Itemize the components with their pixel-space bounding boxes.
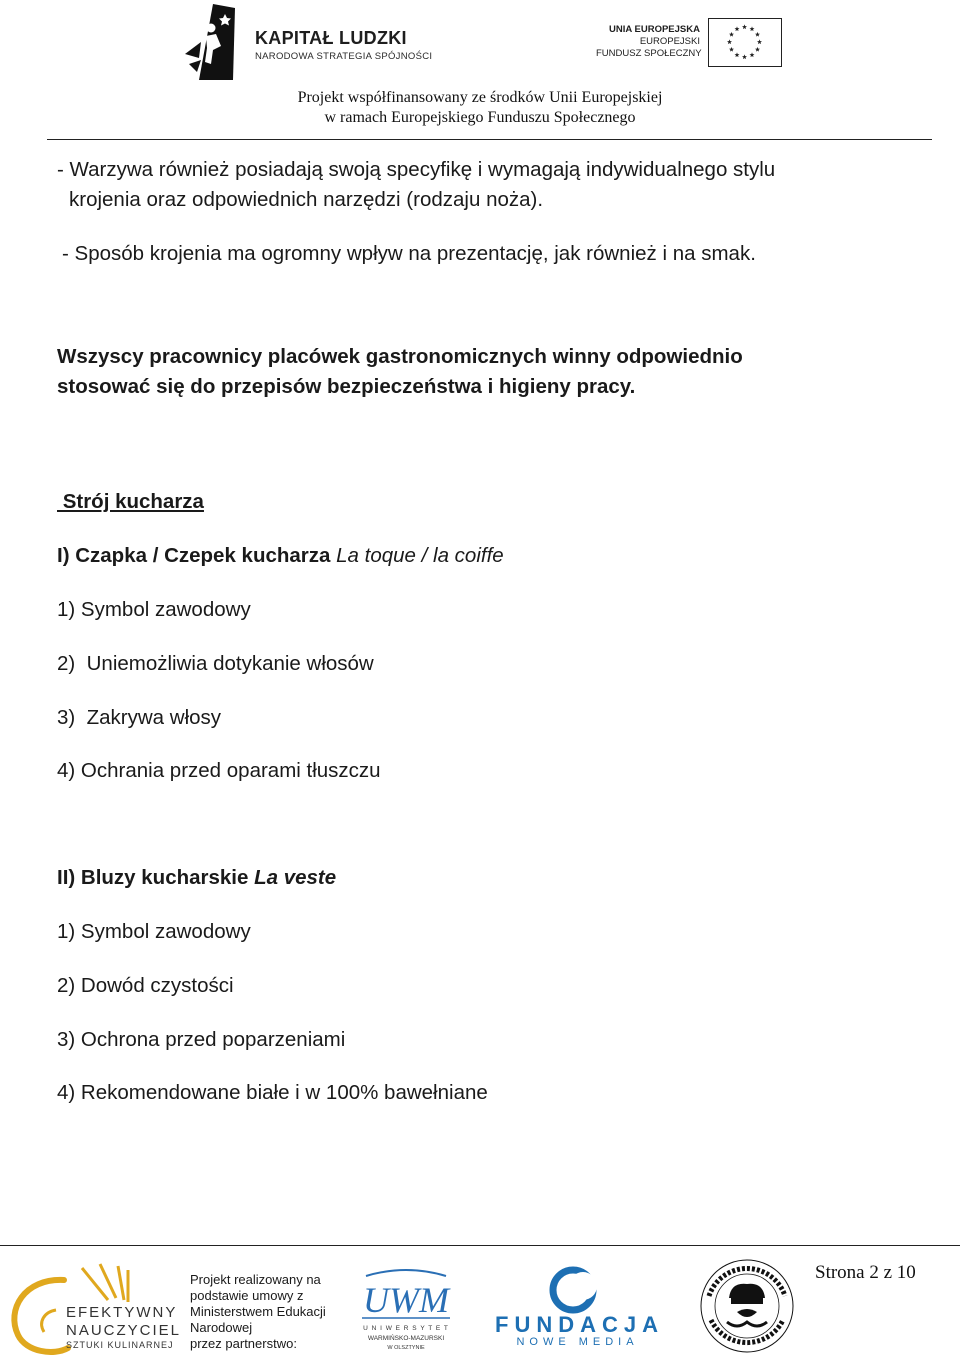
eu-star — [742, 54, 747, 59]
eu-star — [757, 39, 762, 44]
cap-heading-label: I) Czapka / Czepek kucharza — [57, 544, 337, 567]
footer-project-note — [190, 1272, 326, 1352]
eu-star — [750, 26, 755, 31]
jacket-heading-foreign: La veste — [254, 866, 337, 889]
header-caption-line1: Projekt współfinansowany ze środków Unii Europejskiej — [297, 89, 663, 106]
efektywny-line3: SZTUKI KULINARNEJ — [66, 1340, 174, 1350]
kapital-ludzki-emblem-icon — [183, 2, 245, 82]
jacket-item: 2) Dowód czystości — [57, 974, 234, 997]
cap-item: 2) Uniemożliwia dotykanie włosów — [57, 652, 374, 675]
footer-note-line: Ministerstwem Edukacji — [190, 1304, 326, 1319]
eu-star — [742, 24, 747, 29]
jacket-item: 3) Ochrona przed poparzeniami — [57, 1028, 346, 1051]
eu-star — [729, 32, 734, 37]
cap-item: 4) Ochrania przed oparami tłuszczu — [57, 759, 381, 782]
cap-item: 3) Zakrywa włosy — [57, 706, 222, 729]
eu-star — [755, 47, 760, 52]
uwm-logo — [358, 1260, 454, 1355]
eu-star — [750, 52, 755, 57]
kapital-ludzki-logo — [183, 2, 433, 82]
cap-heading-foreign: La toque / la coiffe — [336, 544, 504, 567]
efektywny-line2: NAUCZYCIEL — [66, 1322, 182, 1339]
jacket-heading-label: II) Bluzy kucharskie — [57, 866, 255, 889]
eu-star — [735, 26, 740, 31]
uwm-emblem-icon — [358, 1260, 454, 1322]
header-caption-line2: w ramach Europejskiego Funduszu Społecznego — [324, 109, 636, 126]
footer-divider — [0, 1245, 960, 1246]
paragraph-safety-line2: stosować się do przepisów bezpieczeństwa i higieny pracy. — [57, 375, 636, 398]
jacket-item: 4) Rekomendowane białe i w 100% bawełniane — [57, 1081, 488, 1104]
jacket-heading — [57, 863, 336, 893]
section-title: Strój kucharza — [57, 490, 204, 513]
kapital-ludzki-subtitle: NARODOWA STRATEGIA SPÓJNOŚCI — [255, 51, 433, 62]
uwm-line1: U N I W E R S Y T E T — [363, 1325, 449, 1332]
uwm-line3: W OLSZTYNIE — [387, 1345, 425, 1351]
fundacja-swoosh-icon — [495, 1264, 665, 1314]
page-number: Strona 2 z 10 — [815, 1262, 916, 1283]
eu-star — [727, 39, 732, 44]
eu-label-line2: EUROPEJSKI — [639, 36, 700, 47]
paragraph-cutting-style: - Sposób krojenia ma ogromny wpływ na prezentację, jak również i na smak. — [62, 242, 756, 265]
fundacja-nowe-media-logo — [495, 1264, 665, 1354]
eu-label-line3: FUNDUSZ SPOŁECZNY — [596, 48, 702, 59]
cap-item: 1) Symbol zawodowy — [57, 598, 251, 621]
uwm-line2: WARMIŃSKO-MAZURSKI — [367, 1335, 445, 1342]
eu-stars-icon — [709, 19, 780, 65]
eu-star — [729, 47, 734, 52]
footer-note-line: przez partnerstwo: — [190, 1336, 297, 1351]
eu-label-line1: UNIA EUROPEJSKA — [609, 24, 700, 35]
kapital-ludzki-title: KAPITAŁ LUDZKI — [255, 28, 407, 48]
footer-note-line: Narodowej — [190, 1320, 253, 1335]
eu-star — [755, 32, 760, 37]
header-divider — [47, 139, 932, 140]
cap-heading — [57, 541, 504, 571]
svg-text:UWM: UWM — [363, 1280, 449, 1320]
paragraph-safety-line1: Wszyscy pracownicy placówek gastronomicznych winny odpowiednio — [57, 345, 743, 368]
fundacja-line2: NOWE MEDIA — [516, 1336, 639, 1348]
fundacja-line1: FUNDACJA — [495, 1312, 664, 1337]
chef-seal-icon — [697, 1256, 797, 1356]
paragraph-vegetables-line2: krojenia oraz odpowiednich narzędzi (rodzaju noża). — [69, 188, 544, 211]
eu-flag-icon — [708, 18, 782, 67]
eu-logo — [596, 18, 786, 70]
footer-note-line: Projekt realizowany na — [190, 1272, 321, 1287]
eu-star — [735, 52, 740, 57]
footer-note-line: podstawie umowy z — [190, 1288, 304, 1303]
kurt-scheller-academy-seal — [697, 1256, 797, 1356]
paragraph-vegetables-line1: - Warzywa również posiadają swoją specyfikę i wymagają indywidualnego stylu — [57, 158, 776, 181]
jacket-item: 1) Symbol zawodowy — [57, 920, 251, 943]
efektywny-line1: EFEKTYWNY — [66, 1304, 178, 1321]
efektywny-nauczyciel-logo — [4, 1260, 182, 1360]
